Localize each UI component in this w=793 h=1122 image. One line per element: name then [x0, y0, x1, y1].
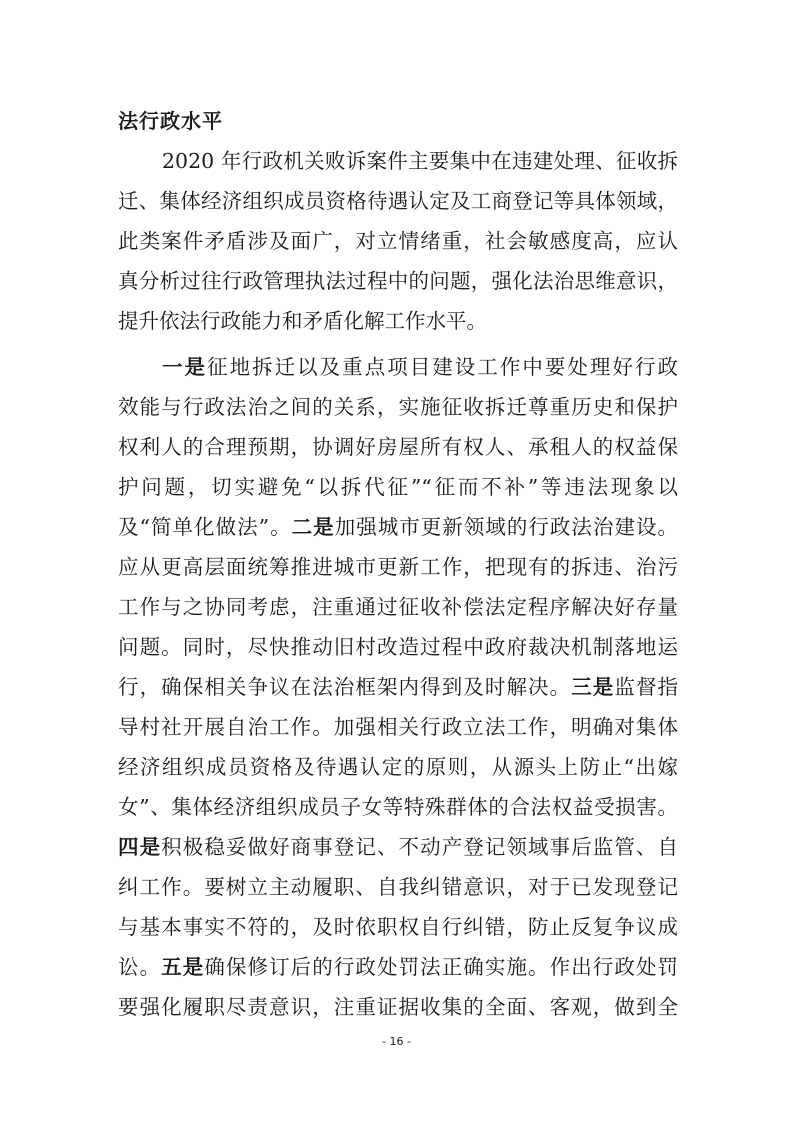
text-run: 工作与之协同考虑，注重通过征收补偿法定程序解决好存量 [118, 595, 678, 619]
paragraph-line: 真分析过往行政管理执法过程中的问题，强化法治思维意识， [118, 269, 678, 293]
paragraph-line [118, 787, 678, 827]
paragraph-line: 此类案件矛盾涉及面广，对立情绪重，社会敏感度高，应认 [118, 229, 678, 253]
text-run: 积极稳妥做好商事登记、不动产登记领域事后监管、自 [161, 835, 679, 859]
text-run: 效能与行政法治之间的关系，实施征收拆迁尊重历史和保护 [118, 395, 678, 419]
paragraph-line [118, 867, 678, 907]
paragraph-line [118, 827, 678, 867]
paragraph-line [118, 667, 678, 707]
paragraph-line [118, 707, 678, 747]
page-number: - 16 - [382, 1035, 411, 1048]
paragraph-line [118, 987, 678, 1027]
paragraph-line [118, 467, 678, 507]
text-run: 应从更高层面统筹推进城市更新工作，把现有的拆违、治污 [118, 555, 678, 579]
paragraph-line [118, 627, 678, 667]
paragraph-line [118, 947, 678, 987]
section-heading: 法行政水平 [118, 109, 223, 133]
paragraph-line [118, 547, 678, 587]
emphasis-label: 一是 [162, 355, 208, 379]
text-run: 女”、集体经济组织成员子女等特殊群体的合法权益受损害。 [118, 795, 678, 819]
emphasis-label: 三是 [571, 675, 615, 699]
paragraph-line [118, 907, 678, 947]
emphasis-label: 五是 [161, 955, 205, 979]
text-run: 导村社开展自治工作。加强相关行政立法工作，明确对集体 [118, 715, 678, 739]
paragraph-line [118, 427, 678, 467]
text-run: 加强城市更新领域的行政法治建设。 [334, 515, 679, 539]
text-run: 行，确保相关争议在法治框架内得到及时解决。 [118, 675, 572, 699]
paragraph-line [118, 747, 678, 787]
text-run: 征地拆迁以及重点项目建设工作中要处理好行政 [207, 355, 679, 379]
text-run: 讼。 [118, 955, 162, 979]
paragraph-line [118, 347, 678, 387]
text-run: 权利人的合理预期，协调好房屋所有权人、承租人的权益保 [118, 435, 678, 459]
text-run: 与基本事实不符的，及时依职权自行纠错，防止反复争议成 [118, 915, 678, 939]
emphasis-label: 二是 [291, 515, 335, 539]
paragraph-line: 迁、集体经济组织成员资格待遇认定及工商登记等具体领域， [118, 189, 678, 213]
text-run: 监督指 [614, 675, 679, 699]
text-run: 要强化履职尽责意识，注重证据收集的全面、客观，做到全 [118, 995, 678, 1019]
paragraph-line [118, 387, 678, 427]
paragraph-line: 提升依法行政能力和矛盾化解工作水平。 [118, 309, 487, 333]
text-run: 经济组织成员资格及待遇认定的原则，从源头上防止“出嫁 [118, 755, 678, 779]
paragraph-line: 2020 年行政机关败诉案件主要集中在违建处理、征收拆 [162, 149, 678, 173]
emphasis-label: 四是 [118, 835, 162, 859]
paragraph-line [118, 507, 678, 547]
text-run: 问题。同时，尽快推动旧村改造过程中政府裁决机制落地运 [118, 635, 678, 659]
text-run: 护问题，切实避免“以拆代征”“征而不补”等违法现象以 [118, 475, 678, 499]
text-run: 纠工作。要树立主动履职、自我纠错意识，对于已发现登记 [118, 875, 678, 899]
paragraph-line [118, 587, 678, 627]
text-run: 确保修订后的行政处罚法正确实施。作出行政处罚 [204, 955, 679, 979]
text-run: 及“简单化做法”。 [118, 515, 292, 539]
